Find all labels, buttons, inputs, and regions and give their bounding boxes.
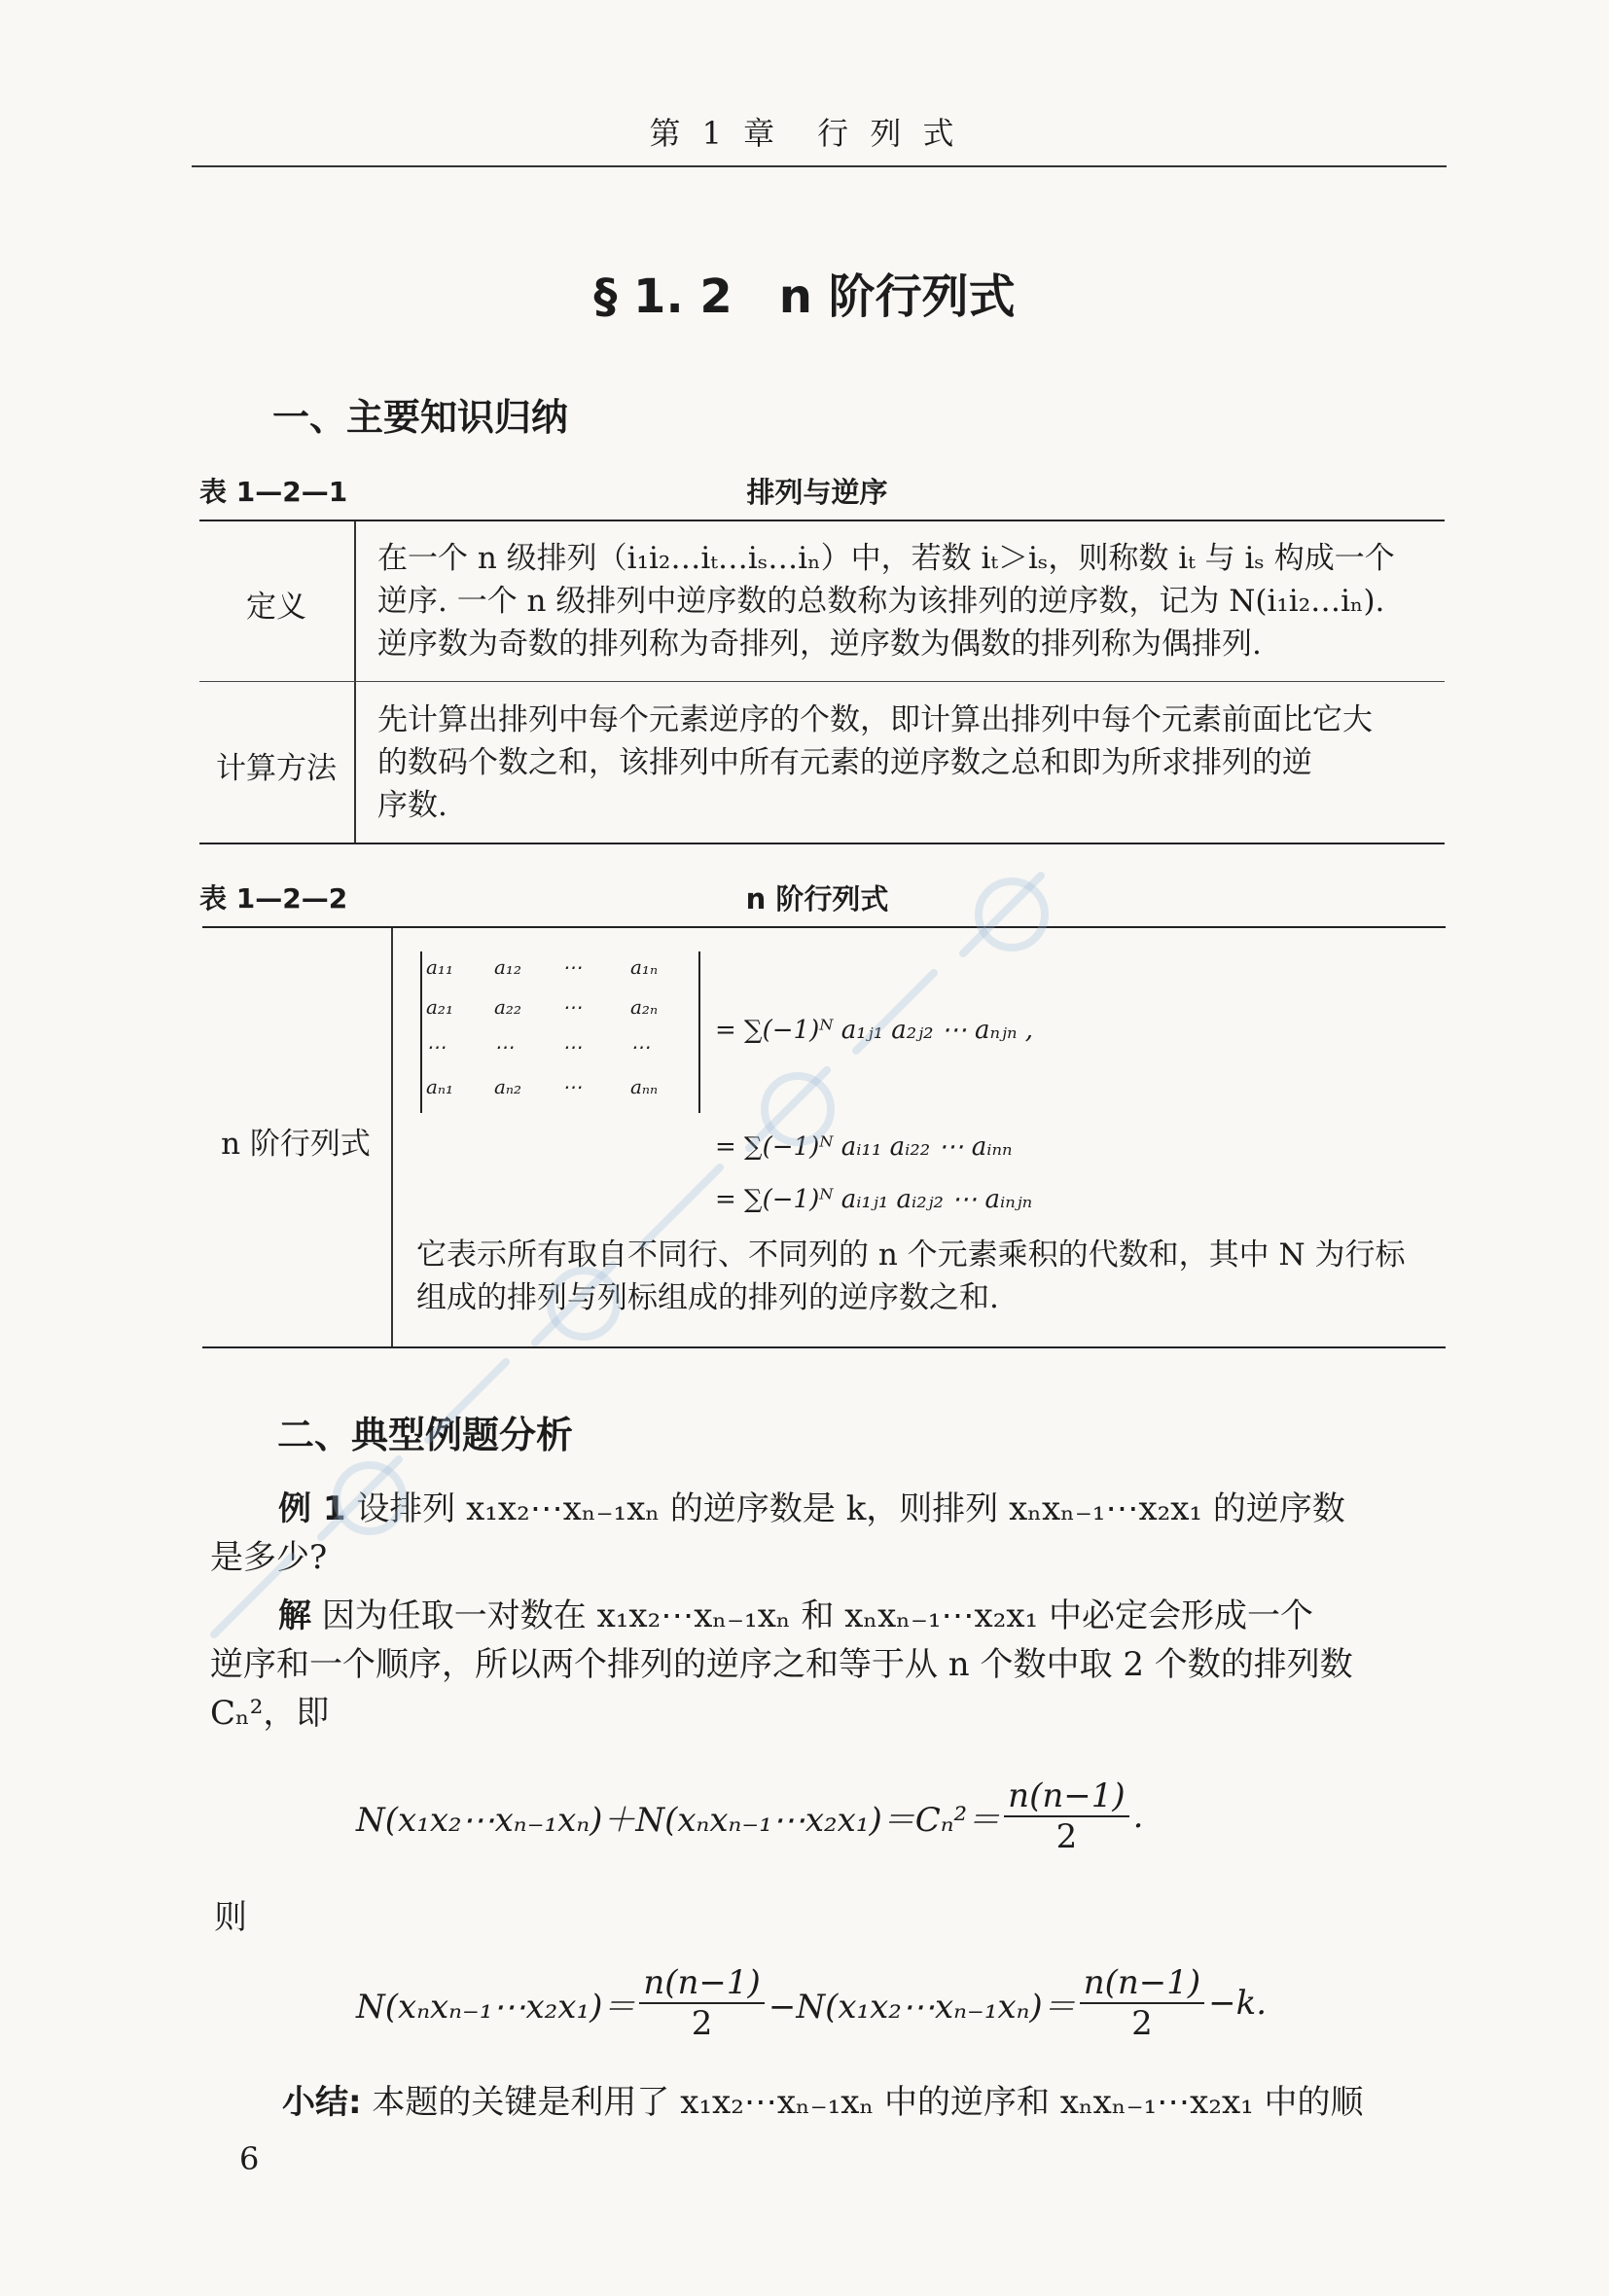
determinant-formula-3: = ∑(−1)ᴺ aᵢ₁ⱼ₁ aᵢ₂ⱼ₂ ⋯ aᵢₙⱼₙ [715, 1185, 1033, 1214]
table2-row-label: n 阶行列式 [221, 1127, 371, 1162]
table1-label: 表 1—2—1 [199, 476, 348, 508]
example1-line1: 设排列 x₁x₂⋯xₙ₋₁xₙ 的逆序数是 k，则排列 xₙxₙ₋₁⋯x₂x₁ 的逆序数 [356, 1489, 1345, 1528]
then-word: 则 [214, 1898, 247, 1937]
table1-row1-text [377, 537, 1438, 665]
matrix-entry: a₂₂ [494, 995, 521, 1019]
matrix-entry: aₙₙ [630, 1075, 659, 1098]
table1-top-rule [199, 520, 1445, 521]
eq1-denominator: 2 [1055, 1817, 1078, 1856]
description-line: 组成的排列与列标组成的排列的逆序数之和. [416, 1280, 999, 1315]
table2-title: n 阶行列式 [745, 882, 889, 915]
solution-line1: 因为任取一对数在 x₁x₂⋯xₙ₋₁xₙ 和 xₙxₙ₋₁⋯x₂x₁ 中必定会形成一个 [321, 1596, 1313, 1635]
table1-column-divider [354, 521, 356, 843]
table1-row2-line: 先计算出排列中每个元素逆序的个数，即计算出排列中每个元素前面比它大 [377, 702, 1373, 737]
eq2-denominator-1: 2 [691, 2004, 713, 2043]
table1-row2-label: 计算方法 [216, 751, 337, 786]
matrix-entry: a₂ₙ [630, 995, 659, 1019]
matrix-entry: a₂₁ [426, 995, 453, 1019]
matrix-entry: aₙ₁ [426, 1075, 454, 1098]
eq2-denominator-2: 2 [1131, 2004, 1153, 2043]
page-number: 6 [239, 2140, 260, 2177]
solution-line3: Cₙ²，即 [210, 1694, 330, 1733]
determinant-matrix [420, 951, 700, 1113]
example1-line2: 是多少? [210, 1538, 328, 1577]
part1-heading: 一、主要知识归纳 [272, 396, 569, 439]
eq1-left: N(x₁x₂⋯xₙ₋₁xₙ)＋N(xₙxₙ₋₁⋯x₂x₁)＝Cₙ²＝ [356, 1800, 1001, 1840]
eq1-end: . [1132, 1797, 1144, 1836]
matrix-entry: ⋯ [562, 995, 582, 1019]
matrix-entry: ⋯ [562, 955, 582, 979]
matrix-entry: ⋯ [562, 1075, 582, 1098]
table1-row1-line: 在一个 n 级排列（i₁i₂…iₜ…iₛ…iₙ）中，若数 iₜ＞iₛ，则称数 iₜ 与 iₛ 构成一个 [377, 541, 1395, 576]
summary [282, 2078, 1449, 2127]
matrix-entry: a₁₁ [426, 955, 453, 979]
example1 [210, 1485, 1446, 1582]
header-rule [192, 165, 1447, 167]
table2-top-rule [202, 926, 1446, 928]
summary-label: 小结: [282, 2083, 362, 2122]
table2-label: 表 1—2—2 [199, 882, 348, 915]
equation-2 [356, 1963, 1267, 2043]
solution [210, 1592, 1446, 1738]
table1-bottom-rule [199, 843, 1445, 844]
matrix-entry: aₙ₂ [494, 1075, 522, 1098]
determinant-formula-1: = ∑(−1)ᴺ a₁ⱼ₁ a₂ⱼ₂ ⋯ aₙⱼₙ , [715, 1016, 1034, 1045]
matrix-entry: a₁ₙ [630, 955, 659, 979]
table1-row1-line: 逆序数为奇数的排列称为奇排列，逆序数为偶数的排列称为偶排列. [377, 627, 1262, 662]
table1-row1-label: 定义 [246, 590, 306, 625]
table2-column-divider [391, 928, 393, 1346]
description-line: 它表示所有取自不同行、不同列的 n 个元素乘积的代数和，其中 N 为行标 [416, 1238, 1406, 1273]
eq2-fraction-1 [639, 1963, 764, 2043]
section-title: § 1. 2 n 阶行列式 [593, 269, 1016, 324]
matrix-grid [422, 951, 698, 1115]
eq2-numerator-1: n(n−1) [639, 1963, 764, 2004]
table1-row2-text [377, 699, 1438, 827]
table1-row1-line: 逆序. 一个 n 级排列中逆序数的总数称为该排列的逆序数，记为 N(i₁i₂…iₙ). [377, 584, 1385, 619]
eq2-end: −k. [1208, 1984, 1268, 2023]
matrix-entry: ⋯ [630, 1035, 650, 1058]
matrix-entry: ⋯ [562, 1035, 582, 1058]
determinant-description [416, 1234, 1438, 1319]
eq2-fraction-2 [1080, 1963, 1204, 2043]
table2-bottom-rule [202, 1346, 1446, 1348]
matrix-entry: ⋯ [494, 1035, 514, 1058]
matrix-entry: a₁₂ [494, 955, 521, 979]
example1-label: 例 1 [278, 1489, 346, 1528]
equation-1 [356, 1776, 1143, 1856]
part2-heading: 二、典型例题分析 [277, 1414, 574, 1456]
table1-title: 排列与逆序 [746, 476, 888, 509]
chapter-header: 第 1 章 行 列 式 [649, 115, 960, 152]
table1-row-divider [199, 681, 1445, 682]
eq2-numerator-2: n(n−1) [1080, 1963, 1204, 2004]
summary-text: 本题的关键是利用了 x₁x₂⋯xₙ₋₁xₙ 中的逆序和 xₙxₙ₋₁⋯x₂x₁ 中的顺 [372, 2083, 1364, 2122]
table1-row2-line: 序数. [377, 788, 447, 823]
solution-line2: 逆序和一个顺序，所以两个排列的逆序之和等于从 n 个数中取 2 个数的排列数 [210, 1645, 1353, 1684]
eq1-numerator: n(n−1) [1004, 1776, 1128, 1817]
table1-row2-line: 的数码个数之和，该排列中所有元素的逆序数之总和即为所求排列的逆 [377, 745, 1312, 780]
eq1-fraction [1004, 1776, 1128, 1856]
solution-label: 解 [278, 1596, 311, 1635]
determinant-formula-2: = ∑(−1)ᴺ aᵢ₁₁ aᵢ₂₂ ⋯ aᵢₙₙ [715, 1132, 1013, 1162]
eq2-left: N(xₙxₙ₋₁⋯x₂x₁)＝ [356, 1987, 636, 2027]
eq2-middle: −N(x₁x₂⋯xₙ₋₁xₙ)＝ [768, 1987, 1076, 2027]
matrix-entry: ⋯ [426, 1035, 446, 1058]
